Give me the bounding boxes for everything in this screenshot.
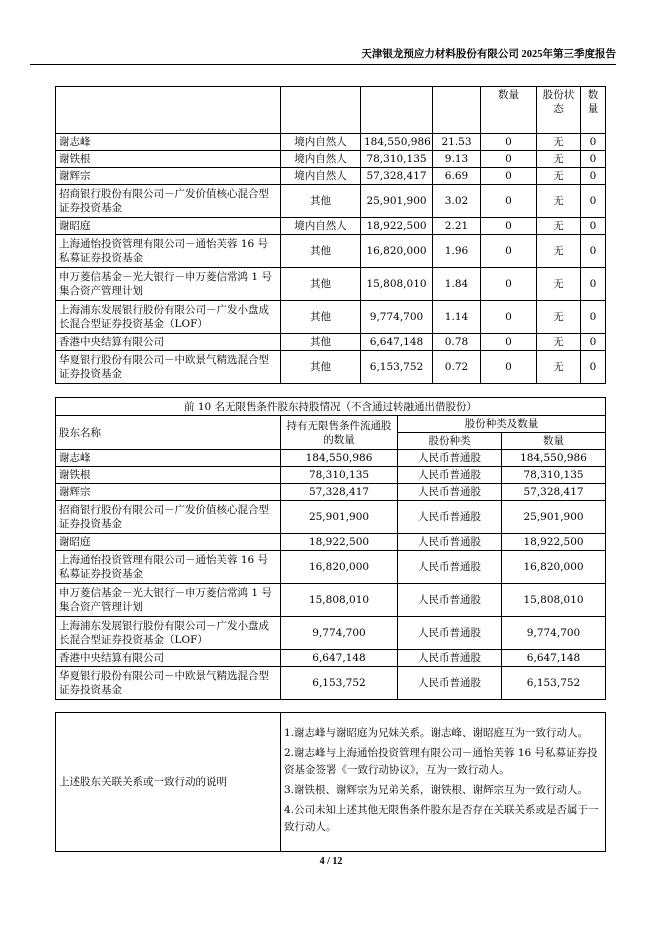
restricted-shares: 0	[481, 235, 537, 268]
share-status: 无	[537, 334, 581, 351]
share-kind: 人民币普通股	[398, 667, 502, 700]
holding-pct: 1.84	[433, 268, 481, 301]
top-shareholders-table	[55, 86, 606, 384]
unrestricted-qty: 6,647,148	[281, 650, 398, 667]
shares-held: 6,153,752	[361, 351, 433, 384]
table-row	[56, 268, 606, 301]
share-kind: 人民币普通股	[398, 501, 502, 534]
share-status: 无	[537, 151, 581, 168]
pledged-qty: 0	[581, 334, 606, 351]
share-kind: 人民币普通股	[398, 650, 502, 667]
table-row	[56, 667, 606, 700]
holder-type: 境内自然人	[281, 218, 361, 235]
unrestricted-qty: 6,153,752	[281, 667, 398, 700]
holding-pct: 21.53	[433, 134, 481, 151]
share-kind: 人民币普通股	[398, 617, 502, 650]
pledged-qty: 0	[581, 268, 606, 301]
restricted-shares: 0	[481, 334, 537, 351]
shares-held: 15,808,010	[361, 268, 433, 301]
share-amount: 15,808,010	[502, 584, 606, 617]
col-header-restricted: 数量	[481, 87, 537, 134]
table-row	[56, 334, 606, 351]
col-header-amount: 数量	[502, 433, 606, 450]
shareholder-name: 招商银行股份有限公司－广发价值核心混合型证券投资基金	[56, 185, 281, 218]
share-kind: 人民币普通股	[398, 450, 502, 467]
table-row	[56, 467, 606, 484]
holder-type: 其他	[281, 334, 361, 351]
table-row	[56, 650, 606, 667]
share-status: 无	[537, 268, 581, 301]
pledged-qty: 0	[581, 351, 606, 384]
holder-type: 境内自然人	[281, 168, 361, 185]
shareholder-name: 谢铁根	[56, 467, 281, 484]
restricted-shares: 0	[481, 185, 537, 218]
share-amount: 6,647,148	[502, 650, 606, 667]
share-amount: 78,310,135	[502, 467, 606, 484]
unrestricted-qty: 16,820,000	[281, 551, 398, 584]
pledged-qty: 0	[581, 151, 606, 168]
pledged-qty: 0	[581, 235, 606, 268]
shareholder-name: 上海通怡投资管理有限公司－通怡芙蓉 16 号私募证券投资基金	[56, 235, 281, 268]
relations-label: 上述股东关联关系或一致行动的说明	[56, 713, 281, 852]
share-amount: 25,901,900	[502, 501, 606, 534]
unrestricted-qty: 18,922,500	[281, 534, 398, 551]
share-status: 无	[537, 218, 581, 235]
restricted-shares: 0	[481, 268, 537, 301]
restricted-shares: 0	[481, 351, 537, 384]
restricted-shares: 0	[481, 218, 537, 235]
share-kind: 人民币普通股	[398, 551, 502, 584]
share-amount: 57,328,417	[502, 484, 606, 501]
holder-type: 其他	[281, 301, 361, 334]
share-kind: 人民币普通股	[398, 584, 502, 617]
share-status: 无	[537, 235, 581, 268]
shareholder-name: 上海通怡投资管理有限公司－通怡芙蓉 16 号私募证券投资基金	[56, 551, 281, 584]
holder-type: 境内自然人	[281, 151, 361, 168]
table-row	[56, 617, 606, 650]
table-row	[56, 134, 606, 151]
relation-note: 4.公司未知上述其他无限售条件股东是否存在关联关系或是否属于一致行动人。	[284, 804, 599, 833]
shares-held: 9,774,700	[361, 301, 433, 334]
shares-held: 57,328,417	[361, 168, 433, 185]
holder-type: 其他	[281, 185, 361, 218]
relation-note: 3.谢铁根、谢辉宗为兄弟关系，谢铁根、谢辉宗互为一致行动人。	[284, 784, 589, 796]
shareholder-name: 谢铁根	[56, 151, 281, 168]
table-row	[56, 501, 606, 534]
page-number: 4 / 12	[319, 856, 343, 867]
table-row	[56, 168, 606, 185]
table-row	[56, 218, 606, 235]
pledged-qty: 0	[581, 134, 606, 151]
unrestricted-qty: 184,550,986	[281, 450, 398, 467]
col-header-pledged: 数量	[581, 87, 606, 134]
table-row	[56, 534, 606, 551]
share-kind: 人民币普通股	[398, 467, 502, 484]
share-amount: 9,774,700	[502, 617, 606, 650]
shareholder-name: 谢昭庭	[56, 534, 281, 551]
holding-pct: 2.21	[433, 218, 481, 235]
col-header-kind: 股份种类	[398, 433, 502, 450]
holding-pct: 1.14	[433, 301, 481, 334]
pledged-qty: 0	[581, 168, 606, 185]
shareholder-name: 谢辉宗	[56, 484, 281, 501]
holding-pct: 3.02	[433, 185, 481, 218]
share-amount: 6,153,752	[502, 667, 606, 700]
share-status: 无	[537, 168, 581, 185]
holding-pct: 6.69	[433, 168, 481, 185]
holding-pct: 0.78	[433, 334, 481, 351]
col-header-name: 股东名称	[56, 416, 281, 450]
unrestricted-qty: 25,901,900	[281, 501, 398, 534]
share-status: 无	[537, 134, 581, 151]
share-amount: 18,922,500	[502, 534, 606, 551]
unrestricted-qty: 15,808,010	[281, 584, 398, 617]
unrestricted-qty: 78,310,135	[281, 467, 398, 484]
share-amount: 16,820,000	[502, 551, 606, 584]
shareholder-name: 谢志峰	[56, 450, 281, 467]
share-kind: 人民币普通股	[398, 534, 502, 551]
restricted-shares: 0	[481, 134, 537, 151]
table-header-row	[56, 416, 606, 433]
table-row	[56, 185, 606, 218]
relation-note: 2.谢志峰与上海通怡投资管理有限公司－通怡芙蓉 16 号私募证券投资基金签署《一致行动协议》，互为一致行动人。	[284, 747, 598, 776]
shares-held: 78,310,135	[361, 151, 433, 168]
holder-type: 其他	[281, 268, 361, 301]
relations-table	[55, 712, 606, 852]
shares-held: 25,901,900	[361, 185, 433, 218]
share-kind: 人民币普通股	[398, 484, 502, 501]
report-header: 天津银龙预应力材料股份有限公司 2025年第三季度报告	[30, 46, 616, 65]
holding-pct: 9.13	[433, 151, 481, 168]
table-row	[56, 584, 606, 617]
shareholder-name: 香港中央结算有限公司	[56, 650, 281, 667]
relations-notes	[281, 713, 606, 852]
table-row	[56, 551, 606, 584]
restricted-shares: 0	[481, 301, 537, 334]
unrestricted-qty: 57,328,417	[281, 484, 398, 501]
table-row	[56, 151, 606, 168]
shareholder-name: 谢志峰	[56, 134, 281, 151]
share-status: 无	[537, 351, 581, 384]
pledged-qty: 0	[581, 301, 606, 334]
holder-type: 境内自然人	[281, 134, 361, 151]
shares-held: 6,647,148	[361, 334, 433, 351]
pledged-qty: 0	[581, 218, 606, 235]
shares-held: 16,820,000	[361, 235, 433, 268]
restricted-shares: 0	[481, 168, 537, 185]
unrestricted-qty: 9,774,700	[281, 617, 398, 650]
shareholder-name: 上海浦东发展银行股份有限公司－广发小盘成长混合型证券投资基金（LOF）	[56, 617, 281, 650]
share-status: 无	[537, 185, 581, 218]
holding-pct: 1.96	[433, 235, 481, 268]
holder-type: 其他	[281, 351, 361, 384]
shareholder-name: 上海浦东发展银行股份有限公司－广发小盘成长混合型证券投资基金（LOF）	[56, 301, 281, 334]
shareholder-name: 香港中央结算有限公司	[56, 334, 281, 351]
col-header-qty: 持有无限售条件流通股的数量	[281, 416, 398, 450]
table-row	[56, 235, 606, 268]
col-header-kind-group: 股份种类及数量	[398, 416, 606, 433]
pledged-qty: 0	[581, 185, 606, 218]
col-header-status: 股份状态	[537, 87, 581, 134]
share-amount: 184,550,986	[502, 450, 606, 467]
shareholder-name: 华夏银行股份有限公司－中欧景气精选混合型证券投资基金	[56, 351, 281, 384]
shareholder-name: 申万菱信基金－光大银行－申万菱信常鸿 1 号集合资产管理计划	[56, 268, 281, 301]
table-title-row	[56, 398, 606, 416]
shareholder-name: 谢辉宗	[56, 168, 281, 185]
shares-held: 184,550,986	[361, 134, 433, 151]
table-row	[56, 484, 606, 501]
table-row	[56, 351, 606, 384]
share-status: 无	[537, 301, 581, 334]
unrestricted-shareholders-table	[55, 397, 606, 700]
table-row	[56, 301, 606, 334]
shareholder-name: 谢昭庭	[56, 218, 281, 235]
holding-pct: 0.72	[433, 351, 481, 384]
restricted-shares: 0	[481, 151, 537, 168]
relation-note: 1.谢志峰与谢昭庭为兄妹关系。谢志峰、谢昭庭互为一致行动人。	[284, 727, 589, 739]
shares-held: 18,922,500	[361, 218, 433, 235]
shareholder-name: 华夏银行股份有限公司－中欧景气精选混合型证券投资基金	[56, 667, 281, 700]
shareholder-name: 申万菱信基金－光大银行－申万菱信常鸿 1 号集合资产管理计划	[56, 584, 281, 617]
shareholder-name: 招商银行股份有限公司－广发价值核心混合型证券投资基金	[56, 501, 281, 534]
table-header-row	[56, 87, 606, 134]
table-title: 前 10 名无限售条件股东持股情况（不含通过转融通出借股份）	[56, 398, 606, 416]
table-row	[56, 450, 606, 467]
holder-type: 其他	[281, 235, 361, 268]
